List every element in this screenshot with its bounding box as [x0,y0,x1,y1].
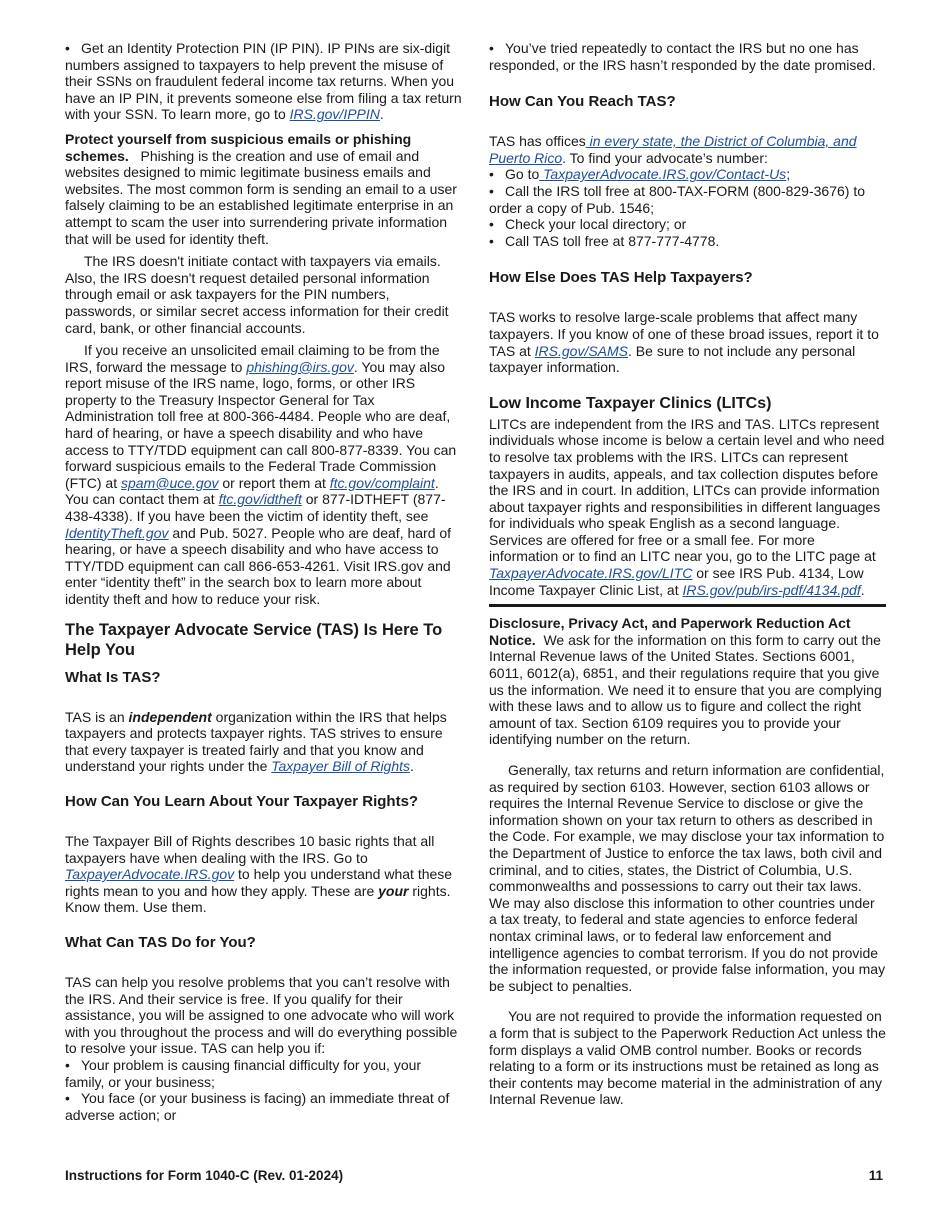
phishing-email-link[interactable]: phishing@irs.gov [246,358,354,375]
unsolicited-paragraph: If you receive an unsolicited email claiming to be from the IRS, forward the message to phishing@irs.gov. You may also report misuse of the IRS name, logo, forms, or other IRS property to the Treasury Inspector General for Tax Administration toll free at 800-366-4484. People who are deaf, hard of hearing, or have a speech disability and who have access to TTY/TDD equipment can call 800-877-8339. You can forward suspicious emails to the Federal Trade Commission (FTC) at spam@uce.gov or report them at ftc.gov/complaint. You can contact them at ftc.gov/idtheft or 877-IDTHEFT (877-438-4338). If you have been the victim of identity theft, see IdentityTheft.gov and Pub. 5027. People who are deaf, hard of hearing, or have a speech disability and who have access to TTY/TDD equipment can call 866-653-4261. Visit IRS.gov and enter “identity theft” in the search box to learn more about identity theft and how to reduce your risk. [65,342,457,607]
what-is-tas-paragraph: TAS is an independent organization within the IRS that helps taxpayers and protects taxpayer rights. TAS strives to ensure that every taxpayer is treated fairly and that you know and understand your rights under the Taxpayer Bill of Rights. [65,708,447,775]
what-can-tas-paragraph: TAS can help you resolve problems that you can’t resolve with the IRS. And their service is free. If you qualify for their assistance, you will be assigned to one advocate who will work with you throughout the process and will do everything possible to resolve your issue. TAS can help you if: [65,973,458,1057]
bullet-icon: • [489,216,494,233]
litc-link[interactable]: TaxpayerAdvocate.IRS.gov/LITC [489,565,693,582]
irs-contact-paragraph: The IRS doesn't initiate contact with taxpayers via emails. Also, the IRS doesn't request detailed personal information through email or ask taxpayers for the PIN numbers, passwords, or similar secret access information for their credit card, bank, or other financial accounts. [65,253,449,336]
list-item: • You’ve tried repeatedly to contact the IRS but no one has responded, or the IRS hasn’t responded by the date promised. [489,40,876,73]
bullet-icon: • [489,166,494,183]
pub-4134-link[interactable]: IRS.gov/pub/irs-pdf/4134.pdf [682,581,861,598]
tas-heading: The Taxpayer Advocate Service (TAS) Is Here To Help You [65,620,443,660]
bullet-icon: • [65,1090,70,1107]
what-is-tas-heading: What Is TAS? [65,668,161,686]
what-can-tas-heading: What Can TAS Do for You? [65,933,256,951]
page-number: 11 [868,1168,883,1183]
bullet-icon: • [489,232,494,249]
section-divider [489,604,886,607]
ftc-idtheft-link[interactable]: ftc.gov/idtheft [218,491,302,508]
reach-tas-paragraph: TAS has offices in every state, the District of Columbia, and Puerto Rico. To find your advocate’s number: [489,133,857,166]
form-title: Instructions for Form 1040-C (Rev. 01-2024) [65,1168,344,1183]
bill-of-rights-link[interactable]: Taxpayer Bill of Rights [271,758,411,775]
phishing-paragraph: Protect yourself from suspicious emails or phishing schemes. Phishing is the creation and use of email and websites designed to mimic legitimate business emails and websites. The most common form is sending an email to a user falsely claiming to be an established legitimate enterprise in an attempt to scam the user into surrendering private information that will be used for identity theft. [65,130,457,247]
not-required-paragraph: You are not required to provide the information requested on a form that is subject to the Paperwork Reduction Act unless the form displays a valid OMB control number. Books or records relating to a form or its instructions must be retained as long as their contents may become material in the administration of any Internal Revenue law. [489,1008,886,1108]
reach-tas-heading: How Can You Reach TAS? [489,93,676,111]
bullet-icon: • [65,40,70,56]
page-footer [65,1168,883,1183]
list-item: • Your problem is causing financial difficulty for you, your family, or your business; [65,1056,422,1090]
ippin-bullet: • Get an Identity Protection PIN (IP PIN). IP PINs are six-digit numbers assigned to taxpayers to help prevent the misuse of their SSNs on fraudulent federal income tax returns. When you have an IP PIN, it prevents someone else from filing a tax return with your SSN. To learn more, go to IRS.gov/IPPIN. [65,40,462,123]
list-item: • You face (or your business is facing) an immediate threat of adverse action; or [65,1090,450,1123]
list-item: • Call the IRS toll free at 800-TAX-FORM (800-829-3676) to order a copy of Pub. 1546; [489,182,866,216]
else-help-heading: How Else Does TAS Help Taxpayers? [489,269,753,287]
learn-rights-paragraph: The Taxpayer Bill of Rights describes 10 basic rights that all taxpayers have when dealing with the IRS. Go to TaxpayerAdvocate.IRS.gov to help you understand what these rights mean to you and how they apply. These are your rights. Know them. Use them. [65,832,453,916]
offices-link[interactable]: in every state, the District of Columbia, and Puerto Rico [489,133,857,166]
list-item: • Check your local directory; or [489,216,687,233]
litc-heading: Low Income Taxpayer Clinics (LITCs) [489,394,772,412]
bullet-icon: • [489,182,494,199]
else-help-paragraph: TAS works to resolve large-scale problems that affect many taxpayers. If you know of one of these broad issues, report it to TAS at IRS.gov/SAMS. Be sure to not include any personal taxpayer information. [489,309,879,376]
ippin-link[interactable]: IRS.gov/IPPIN [289,106,380,123]
confidential-paragraph: Generally, tax returns and return information are confidential, as required by section 6103. However, section 6103 allows or requires the Internal Revenue Service to disclose or give the information shown on your tax return to others as described in the Code. For example, we may disclose your tax information to the Department of Justice to enforce the tax laws, both civil and criminal, and to cities, states, the District of Columbia, U.S. commonwealths and possessions to carry out their tax laws. We may also disclose this information to other countries under a tax treaty, to federal and state agencies to enforce federal nontax criminal laws, or to federal law enforcement and intelligence agencies to combat terrorism. If you do not provide the information requested, or provide false information, you may be subject to penalties. [489,762,886,994]
litc-paragraph: LITCs are independent from the IRS and TAS. LITCs represent individuals whose income is below a certain level and who need to resolve tax problems with the IRS. LITCs can represent taxpayers in audits, appeals, and tax collection disputes before the IRS and in court. In addition, LITCs can provide information about taxpayer rights and responsibilities in different languages for individuals who speak English as a second language. Services are offered for free or a small fee. For more information or to find an LITC near you, go to the LITC page at TaxpayerAdvocate.IRS.gov/LITC or see IRS Pub. 4134, Low Income Taxpayer Clinic List, at IRS.gov/pub/irs-pdf/4134.pdf. [489,415,885,598]
contact-us-link[interactable]: TaxpayerAdvocate.IRS.gov/Contact-Us [539,166,787,183]
right-column [489,40,886,1108]
bullet-icon: • [65,1056,70,1073]
list-item: • Call TAS toll free at 877-777-4778. [489,232,720,249]
bullet-icon: • [489,40,494,56]
identitytheft-link[interactable]: IdentityTheft.gov [65,524,169,541]
privacy-paragraph: Disclosure, Privacy Act, and Paperwork Reduction Act Notice. We ask for the information on this form to carry out the Internal Revenue laws of the United States. Sections 6001, 6011, 6012(a), 6851, and their regulations require that you give us the information. We need it to ensure that you are complying with these laws and to allow us to figure and collect the right amount of tax. Section 6109 requires you to provide your identifying number on the return. [489,615,882,748]
spam-email-link[interactable]: spam@uce.gov [121,474,219,491]
taxpayer-advocate-link[interactable]: TaxpayerAdvocate.IRS.gov [65,866,235,883]
list-item: • Go to TaxpayerAdvocate.IRS.gov/Contact-Us; [489,166,791,183]
left-column [65,40,462,1123]
ftc-complaint-link[interactable]: ftc.gov/complaint [329,474,435,491]
learn-rights-heading: How Can You Learn About Your Taxpayer Rights? [65,792,419,810]
sams-link[interactable]: IRS.gov/SAMS [534,342,629,359]
